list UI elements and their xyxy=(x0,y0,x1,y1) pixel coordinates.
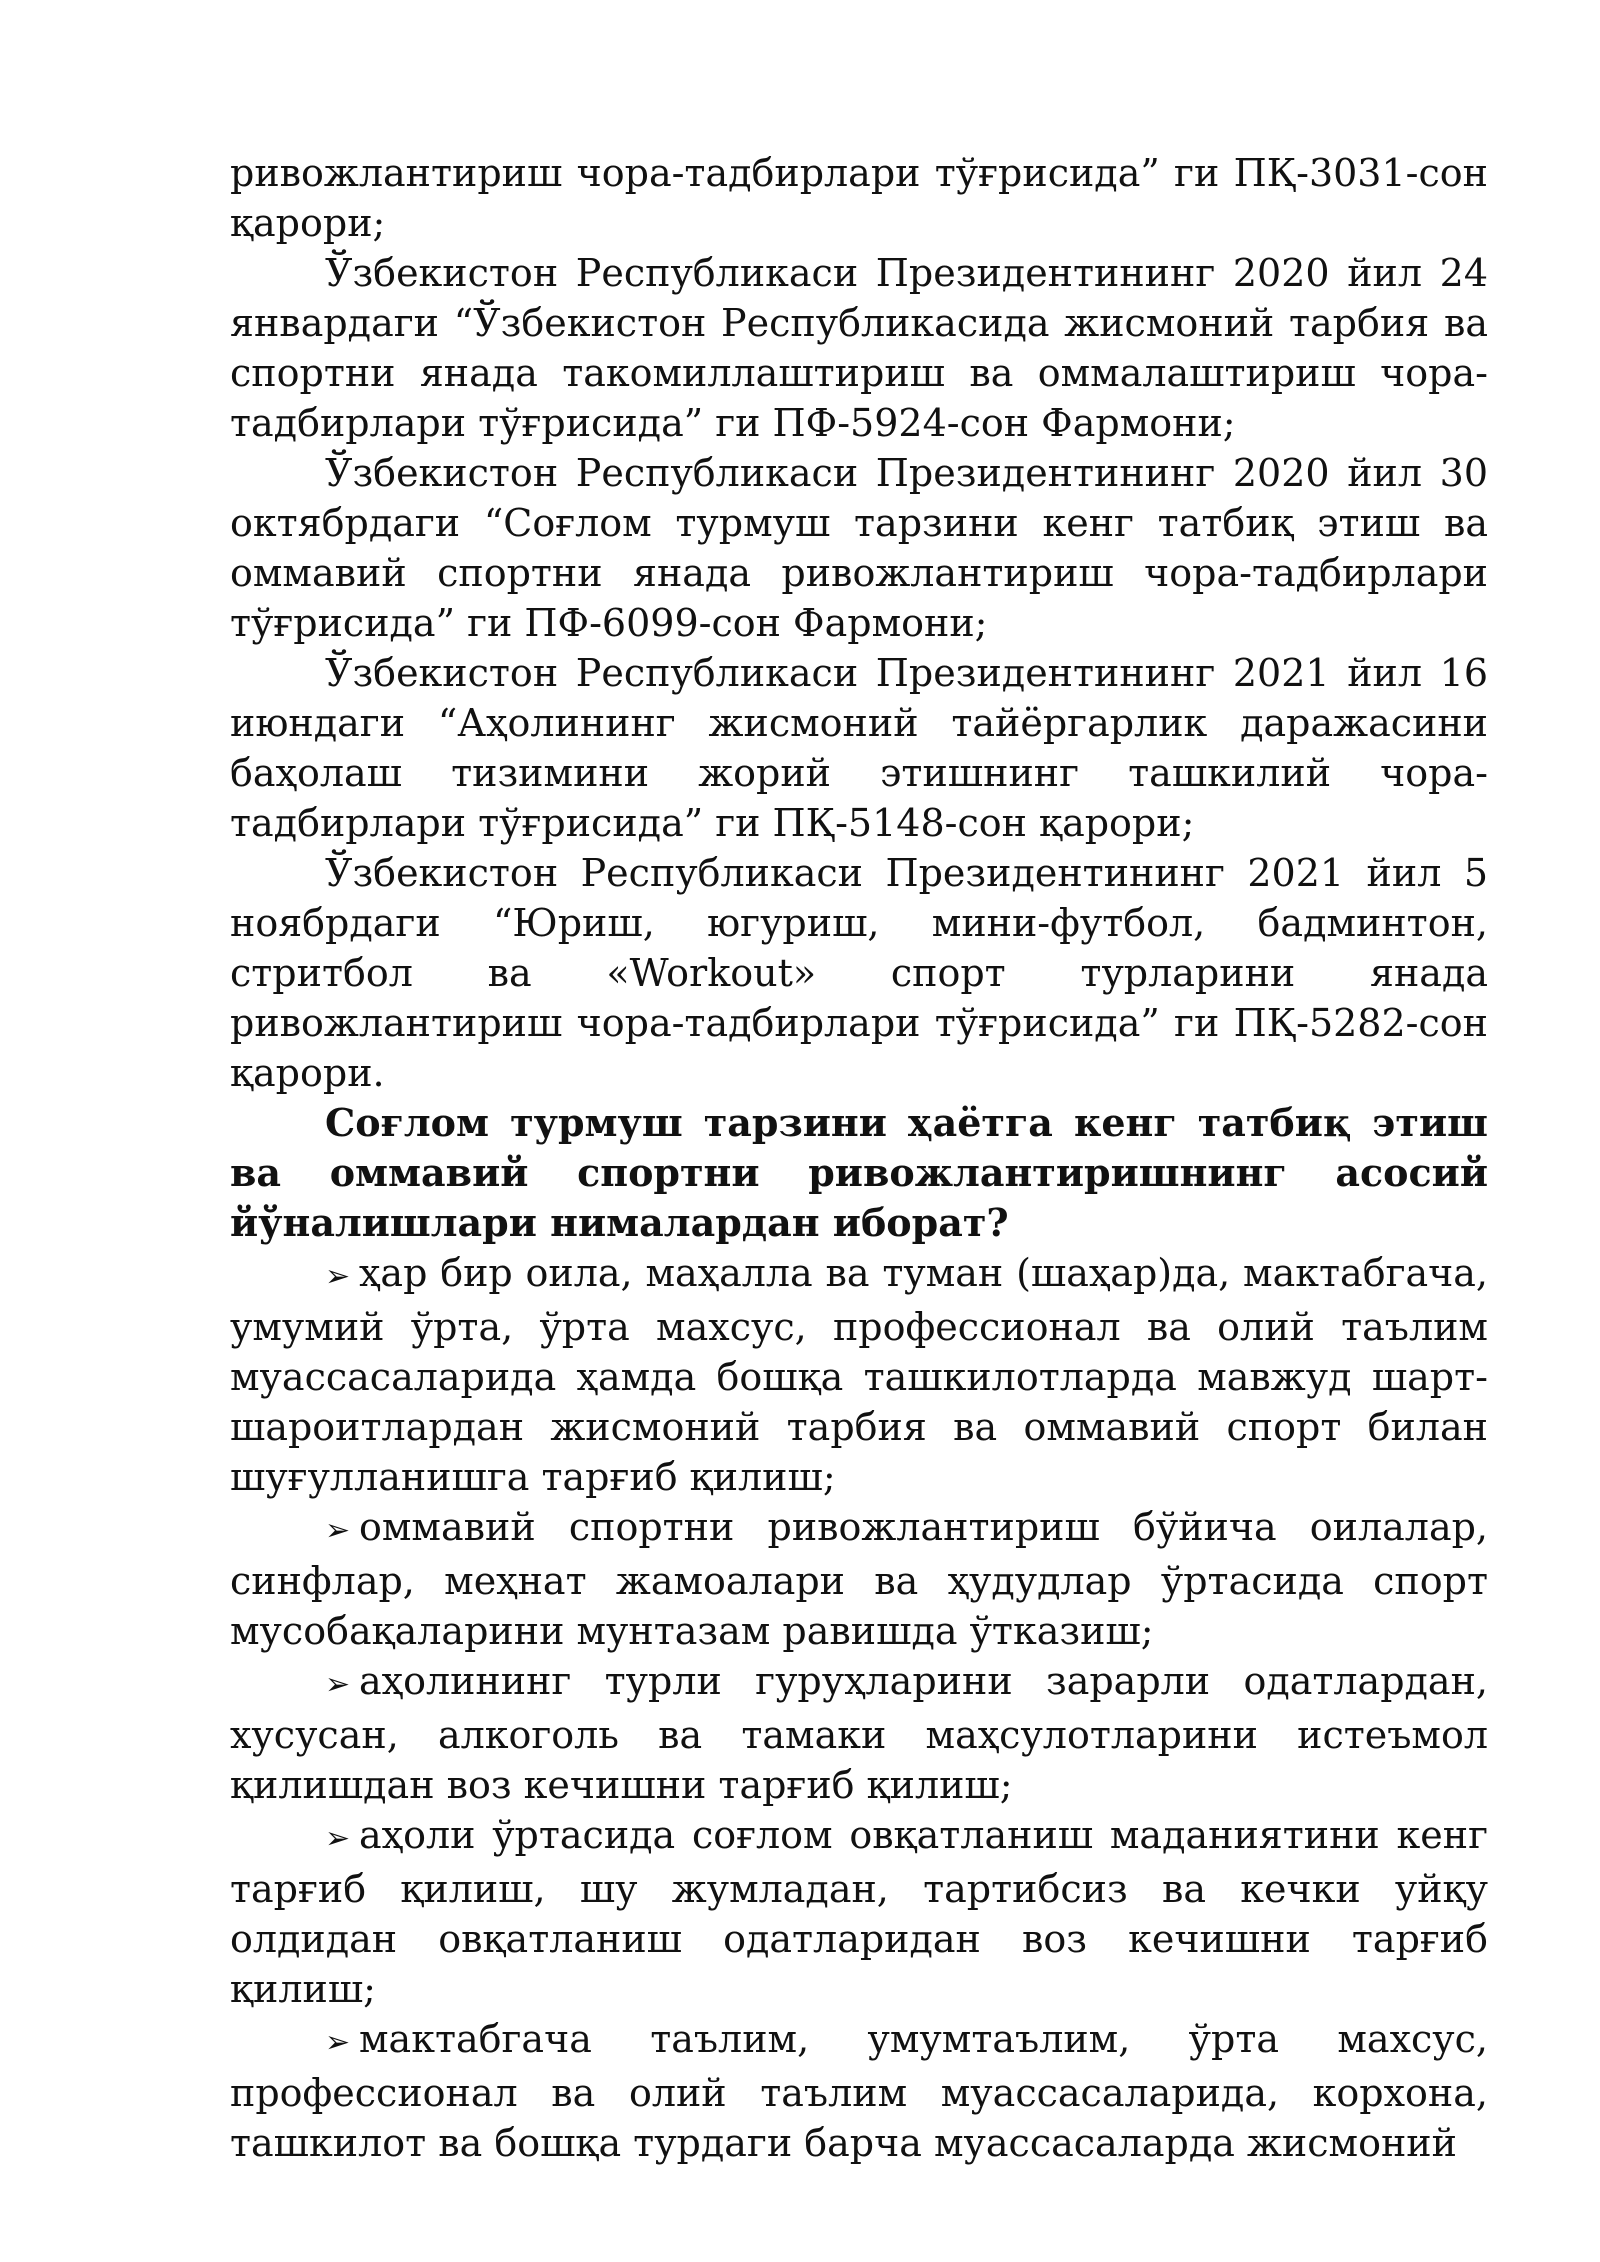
list-item-text: оммавий спортни ривожлантириш бўйича оилалар, синфлар, меҳнат жамоалари ва ҳудудлар ўртасида спорт мусобақаларини мунтазам равишда ўтказиш; xyxy=(230,1505,1488,1653)
paragraph-resolution-pq-5282: Ўзбекистон Республикаси Президентининг 2021 йил 5 ноябрдаги “Юриш, югуриш, мини-футбол, бадминтон, стритбол ва «Workout» спорт турларини янада ривожлантириш чора-тадбирлари тўғрисида” ги ПҚ-5282-сон қарори. xyxy=(230,851,1488,1095)
paragraph-decree-pf-6099: Ўзбекистон Республикаси Президентининг 2020 йил 30 октябрдаги “Соғлом турмуш тарзини кенг татбиқ этиш ва оммавий спортни янада ривожлантириш чора-тадбирлари тўғрисида” ги ПФ-6099-сон Фармони; xyxy=(230,451,1488,645)
arrow-bullet-icon: ➢ xyxy=(325,1821,351,1856)
list-item-text: ҳар бир оила, маҳалла ва туман (шаҳар)да, мактабгача, умумий ўрта, ўрта махсус, профессионал ва олий таълим муассасаларида ҳамда бошқа ташкилотларда мавжуд шарт-шароитлардан жисмоний тарбия ва оммавий спорт билан шуғулланишга тарғиб қилиш; xyxy=(230,1251,1488,1499)
list-item-text: аҳоли ўртасида соғлом овқатланиш маданиятини кенг тарғиб қилиш, шу жумладан, тартибсиз ва кечки уйқу олдидан овқатланиш одатларидан воз кечишни тарғиб қилиш; xyxy=(230,1813,1488,2011)
arrow-bullet-icon: ➢ xyxy=(325,1667,351,1702)
list-item xyxy=(230,2014,1488,2168)
list-item-text: аҳолининг турли гуруҳларини зарарли одатлардан, хусусан, алкоголь ва тамаки маҳсулотларини истеъмол қилишдан воз кечишни тарғиб қилиш; xyxy=(230,1659,1488,1807)
list-item xyxy=(230,1656,1488,1810)
arrow-bullet-icon: ➢ xyxy=(325,1513,351,1548)
list-item xyxy=(230,1810,1488,2014)
list-item-text: мактабгача таълим, умумтаълим, ўрта махсус, профессионал ва олий таълим муассасаларида, корхона, ташкилот ва бошқа турдаги барча муассасаларда жисмоний xyxy=(230,2017,1488,2165)
arrow-bullet-icon: ➢ xyxy=(325,1259,351,1294)
document-body xyxy=(230,148,1488,2168)
paragraph-continuation: ривожлантириш чора-тадбирлари тўғрисида” ги ПҚ-3031-сон қарори; xyxy=(230,151,1488,245)
arrow-bullet-icon: ➢ xyxy=(325,2025,351,2060)
section-heading: Соғлом турмуш тарзини ҳаётга кенг татбиқ этиш ва оммавий спортни ривожлантиришнинг асосий йўналишлари нималардан иборат? xyxy=(230,1100,1488,1245)
paragraph-decree-pf-5924: Ўзбекистон Республикаси Президентининг 2020 йил 24 январдаги “Ўзбекистон Республикасида жисмоний тарбия ва спортни янада такомиллаштириш ва оммалаштириш чора-тадбирлари тўғрисида” ги ПФ-5924-сон Фармони; xyxy=(230,251,1488,445)
list-item xyxy=(230,1248,1488,1502)
paragraph-resolution-pq-5148: Ўзбекистон Республикаси Президентининг 2021 йил 16 июндаги “Аҳолининг жисмоний тайёргарлик даражасини баҳолаш тизимини жорий этишнинг ташкилий чора-тадбирлари тўғрисида” ги ПҚ-5148-сон қарори; xyxy=(230,651,1488,845)
list-item xyxy=(230,1502,1488,1656)
